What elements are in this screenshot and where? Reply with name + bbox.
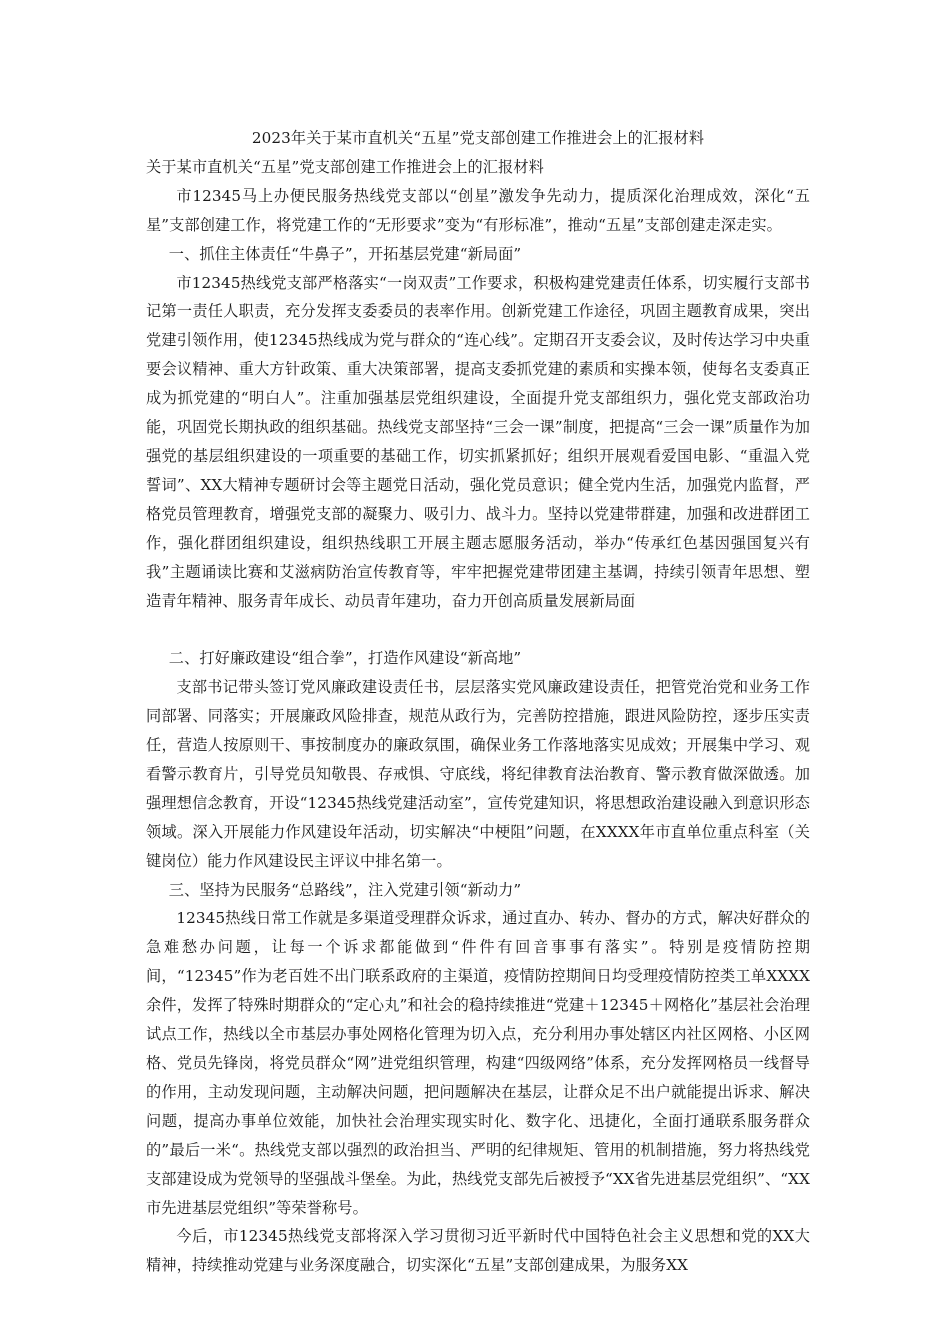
document-subtitle: 关于某市直机关“五星”党支部创建工作推进会上的汇报材料 — [146, 157, 544, 176]
document-body — [146, 124, 810, 1280]
intro-paragraph: 市12345马上办便民服务热线党支部以“创星”激发争先动力，提质深化治理成效，深化“五星”支部创建工作，将党建工作的“无形要求”变为“有形标准”，推动“五星”支部创建走深走实。 — [146, 186, 810, 234]
closing-paragraph: 今后，市12345热线党支部将深入学习贯彻习近平新时代中国特色社会主义思想和党的XX大精神，持续推动党建与业务深度融合，切实深化“五星”支部创建成果，为服务XX — [146, 1227, 810, 1275]
document-title: 2023年关于某市直机关“五星”党支部创建工作推进会上的汇报材料 — [251, 129, 705, 147]
section-1-heading: 一、抓住主体责任“牛鼻子”，开拓基层党建“新局面” — [168, 244, 522, 263]
section-1-body: 市12345热线党支部严格落实“一岗双责”工作要求，积极构建党建责任体系，切实履行支部书记第一责任人职责，充分发挥支委委员的表率作用。创新党建工作途径，巩固主题教育成果，突出党建引领作用，使12345热线成为党与群众的“连心线”。定期召开支委会议，及时传达学习中央重要会议精神、重大方针政策、重大决策部署，提高支委抓党建的素质和实操本领，使每名支委真正成为抓党建的“明白人”。注重加强基层党组织建设，全面提升党支部组织力，强化党支部政治功能，巩固党长期执政的组织基础。热线党支部坚持“三会一课”制度，把提高“三会一课”质量作为加强党的基层组织建设的一项重要的基础工作，切实抓紧抓好；组织开展观看爱国电影、“重温入党誓词”、XX大精神专题研讨会等主题党日活动，强化党员意识；健全党内生活，加强党内监督，严格党员管理教育，增强党支部的凝聚力、吸引力、战斗力。坚持以党建带群建，加强和改进群团工作，强化群团组织建设，组织热线职工开展主题志愿服务活动，举办“传承红色基因强国复兴有我”主题诵读比赛和艾滋病防治宣传教育等，牢牢把握党建带团建主基调，持续引领青年思想、塑造青年精神、服务青年成长、动员青年建功，奋力开创高质量发展新局面 — [146, 273, 810, 610]
section-3-body: 12345热线日常工作就是多渠道受理群众诉求，通过直办、转办、督办的方式，解决好群众的急难愁办问题，让每一个诉求都能做到“件件有回音事事有落实”。特别是疫情防控期间，“12345”作为老百姓不出门联系政府的主渠道，疫情防控期间日均受理疫情防控类工单XXXX余件，发挥了特殊时期群众的“定心丸”和社会的稳持续推进“党建＋12345＋网格化”基层社会治理试点工作，热线以全市基层办事处网格化管理为切入点，充分利用办事处辖区内社区网格、小区网格、党员先锋岗，将党员群众“网”进党组织管理，构建“四级网络”体系，充分发挥网格员一线督导的作用，主动发现问题，主动解决问题，把问题解决在基层，让群众足不出户就能提出诉求、解决问题，提高办事单位效能，加快社会治理实现实时化、数字化、迅捷化，全面打通联系服务群众的”最后一米“。热线党支部以强烈的政治担当、严明的纪律规矩、管用的机制措施，努力将热线党支部建设成为党领导的坚强战斗堡垒。为此，热线党支部先后被授予“XX省先进基层党组织”、“XX市先进基层党组织”等荣誉称号。 — [146, 909, 810, 1217]
section-3-heading: 三、坚持为民服务“总路线”，注入党建引领“新动力” — [168, 880, 522, 899]
section-2-heading: 二、打好廉政建设“组合拳”，打造作风建设“新高地” — [168, 649, 522, 668]
section-2-body: 支部书记带头签订党风廉政建设责任书，层层落实党风廉政建设责任，把管党治党和业务工作同部署、同落实；开展廉政风险排查，规范从政行为，完善防控措施，跟进风险防控，逐步压实责任，营造人按原则干、事按制度办的廉政氛围，确保业务工作落地落实见成效；开展集中学习、观看警示教育片，引导党员知敬畏、存戒惧、守底线，将纪律教育法治教育、警示教育做深做透。加强理想信念教育，开设“12345热线党建活动室”，宣传党建知识，将思想政治建设融入到意识形态领域。深入开展能力作风建设年活动，切实解决“中梗阻”问题，在XXXX年市直单位重点科室（关键岗位）能力作风建设民主评议中排名第一。 — [146, 678, 810, 870]
